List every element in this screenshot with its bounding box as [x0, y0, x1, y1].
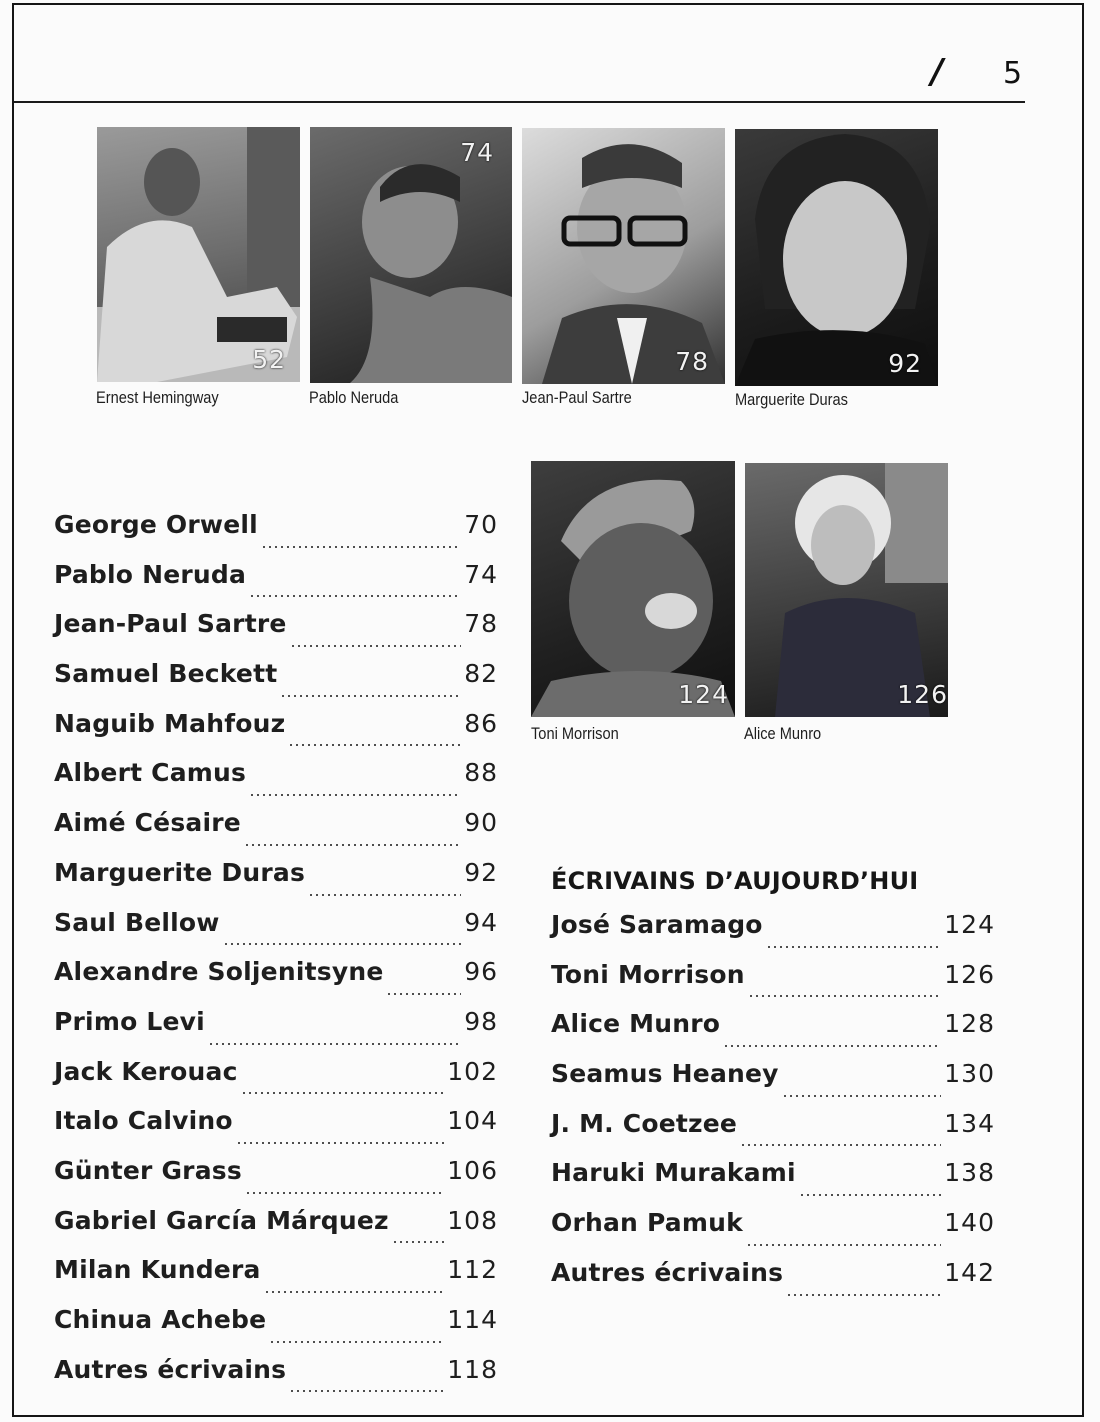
toc-entry-name: Milan Kundera: [54, 1255, 261, 1285]
portrait-morrison-image: [531, 461, 735, 717]
portrait-duras-image: [735, 129, 938, 386]
toc-entry-page: 86: [464, 708, 498, 738]
toc-entry[interactable]: [54, 1156, 498, 1206]
toc-entry[interactable]: [54, 659, 498, 709]
toc-entry-page: 102: [447, 1056, 498, 1086]
toc-entry[interactable]: [54, 858, 498, 908]
toc-entry-page: 134: [944, 1108, 995, 1138]
toc-entry-name: Jack Kerouac: [54, 1056, 238, 1086]
photo-morrison[interactable]: [531, 461, 735, 717]
toc-leader-dots: [261, 546, 461, 548]
photo-caption: Marguerite Duras: [735, 390, 848, 409]
toc-entry[interactable]: [54, 609, 498, 659]
toc-entry-name: Gabriel García Márquez: [54, 1205, 389, 1235]
toc-entry-name: Orhan Pamuk: [551, 1208, 743, 1238]
toc-entry-name: Haruki Murakami: [551, 1158, 796, 1188]
toc-entry[interactable]: [551, 1258, 995, 1308]
toc-entry[interactable]: [551, 1158, 995, 1208]
toc-leader-dots: [289, 1390, 444, 1392]
toc-leader-dots: [782, 1095, 942, 1097]
portrait-munro-image: [745, 463, 948, 717]
photo-neruda[interactable]: [310, 127, 512, 383]
photo-page-number: 52: [252, 345, 286, 374]
toc-leader-dots: [748, 995, 942, 997]
toc-entry-page: 70: [464, 510, 498, 539]
toc-right-list: [551, 910, 995, 1308]
toc-leader-dots: [740, 1144, 941, 1146]
toc-leader-dots: [269, 1341, 444, 1343]
photo-caption: Alice Munro: [744, 724, 822, 743]
photo-munro[interactable]: [745, 463, 948, 717]
toc-entry-page: 126: [944, 959, 995, 989]
toc-leader-dots: [245, 1192, 444, 1194]
portrait-sartre-image: [522, 128, 725, 384]
toc-entry-page: 96: [464, 957, 498, 987]
photo-page-number: 74: [460, 138, 494, 167]
toc-entry[interactable]: [54, 709, 498, 759]
toc-left-list: [54, 510, 498, 1404]
photo-caption: Ernest Hemingway: [96, 388, 219, 407]
toc-entry-name: Jean-Paul Sartre: [54, 609, 287, 639]
toc-entry-page: 124: [944, 910, 995, 939]
photo-caption: Toni Morrison: [531, 724, 619, 743]
toc-leader-dots: [392, 1241, 445, 1243]
toc-entry[interactable]: [551, 1009, 995, 1059]
toc-entry-name: Pablo Neruda: [54, 559, 247, 589]
toc-entry-page: 118: [447, 1354, 498, 1384]
photo-sartre[interactable]: [522, 128, 725, 384]
toc-entry-name: Marguerite Duras: [54, 857, 306, 887]
toc-entry-name: Alice Munro: [551, 1009, 721, 1039]
toc-entry-name: Günter Grass: [54, 1155, 242, 1185]
photo-duras[interactable]: [735, 129, 938, 386]
photo-page-number: 78: [675, 347, 709, 376]
toc-entry[interactable]: [54, 1206, 498, 1256]
toc-entry-name: Autres écrivains: [551, 1257, 784, 1287]
toc-entry-name: Toni Morrison: [551, 959, 745, 989]
toc-leader-dots: [308, 894, 461, 896]
header-slash: /: [931, 52, 944, 92]
toc-entry-name: José Saramago: [551, 910, 763, 939]
toc-entry-name: Italo Calvino: [54, 1106, 233, 1136]
toc-entry[interactable]: [551, 1059, 995, 1109]
toc-entry[interactable]: [54, 1255, 498, 1305]
photo-page-number: 126: [897, 680, 948, 709]
toc-leader-dots: [766, 946, 942, 948]
toc-entry-page: 90: [464, 808, 498, 838]
toc-entry-page: 82: [464, 659, 498, 689]
toc-entry-name: George Orwell: [54, 510, 258, 539]
toc-leader-dots: [241, 1092, 445, 1094]
toc-leader-dots: [236, 1142, 444, 1144]
toc-entry-page: 94: [464, 907, 498, 937]
toc-entry-name: Chinua Achebe: [54, 1305, 267, 1334]
toc-leader-dots: [244, 844, 461, 846]
toc-leader-dots: [249, 595, 461, 597]
toc-entry[interactable]: [551, 1109, 995, 1159]
toc-leader-dots: [386, 993, 461, 995]
toc-entry[interactable]: [54, 957, 498, 1007]
toc-leader-dots: [249, 794, 461, 796]
toc-entry[interactable]: [551, 960, 995, 1010]
toc-entry[interactable]: [54, 808, 498, 858]
toc-entry-name: Saul Bellow: [54, 907, 220, 937]
toc-entry[interactable]: [54, 1057, 498, 1107]
toc-entry-page: 140: [944, 1208, 995, 1238]
header-rule: [14, 101, 1025, 103]
toc-entry[interactable]: [54, 758, 498, 808]
toc-entry-name: Autres écrivains: [54, 1354, 287, 1384]
toc-leader-dots: [223, 943, 462, 945]
toc-entry-page: 106: [447, 1155, 498, 1185]
toc-leader-dots: [786, 1294, 941, 1296]
toc-entry-page: 112: [447, 1255, 498, 1285]
toc-entry-name: Seamus Heaney: [551, 1059, 779, 1089]
toc-entry[interactable]: [551, 1208, 995, 1258]
toc-entry[interactable]: [54, 560, 498, 610]
toc-entry-page: 98: [464, 1006, 498, 1036]
toc-entry-page: 88: [464, 758, 498, 788]
toc-entry[interactable]: [54, 1106, 498, 1156]
toc-leader-dots: [280, 695, 461, 697]
photo-caption: Jean-Paul Sartre: [522, 388, 632, 407]
toc-entry-page: 108: [447, 1205, 498, 1235]
toc-entry-page: 128: [944, 1009, 995, 1039]
toc-entry[interactable]: [54, 1355, 498, 1405]
toc-entry-page: 114: [447, 1305, 498, 1334]
toc-entry-page: 142: [944, 1257, 995, 1287]
toc-leader-dots: [799, 1194, 941, 1196]
toc-leader-dots: [290, 645, 462, 647]
toc-leader-dots: [264, 1291, 445, 1293]
toc-entry[interactable]: [551, 910, 995, 960]
toc-entry-name: Samuel Beckett: [54, 659, 278, 689]
toc-entry-page: 74: [464, 559, 498, 589]
toc-entry[interactable]: [54, 1007, 498, 1057]
toc-leader-dots: [288, 744, 461, 746]
toc-leader-dots: [723, 1045, 941, 1047]
portrait-hemingway-image: [97, 127, 300, 382]
toc-entry-page: 130: [944, 1059, 995, 1089]
page-number: 5: [1003, 56, 1023, 91]
photo-page-number: 124: [678, 680, 729, 709]
photo-page-number: 92: [888, 349, 922, 378]
toc-entry-name: Primo Levi: [54, 1006, 205, 1036]
toc-entry-page: 92: [464, 857, 498, 887]
toc-entry-name: J. M. Coetzee: [551, 1108, 738, 1138]
toc-entry-name: Naguib Mahfouz: [54, 708, 286, 738]
toc-leader-dots: [208, 1043, 461, 1045]
toc-leader-dots: [746, 1244, 941, 1246]
photo-caption: Pablo Neruda: [309, 388, 399, 407]
toc-entry[interactable]: [54, 908, 498, 958]
photo-hemingway[interactable]: [97, 127, 300, 382]
toc-entry[interactable]: [54, 510, 498, 560]
toc-entry-name: Aimé Césaire: [54, 808, 241, 838]
toc-entry-name: Albert Camus: [54, 758, 247, 788]
toc-entry-name: Alexandre Soljenitsyne: [54, 957, 384, 987]
toc-entry-page: 138: [944, 1158, 995, 1188]
toc-entry[interactable]: [54, 1305, 498, 1355]
toc-entry-page: 78: [464, 609, 498, 639]
section-title: ÉCRIVAINS D’AUJOURD’HUI: [551, 867, 919, 895]
toc-entry-page: 104: [447, 1106, 498, 1136]
